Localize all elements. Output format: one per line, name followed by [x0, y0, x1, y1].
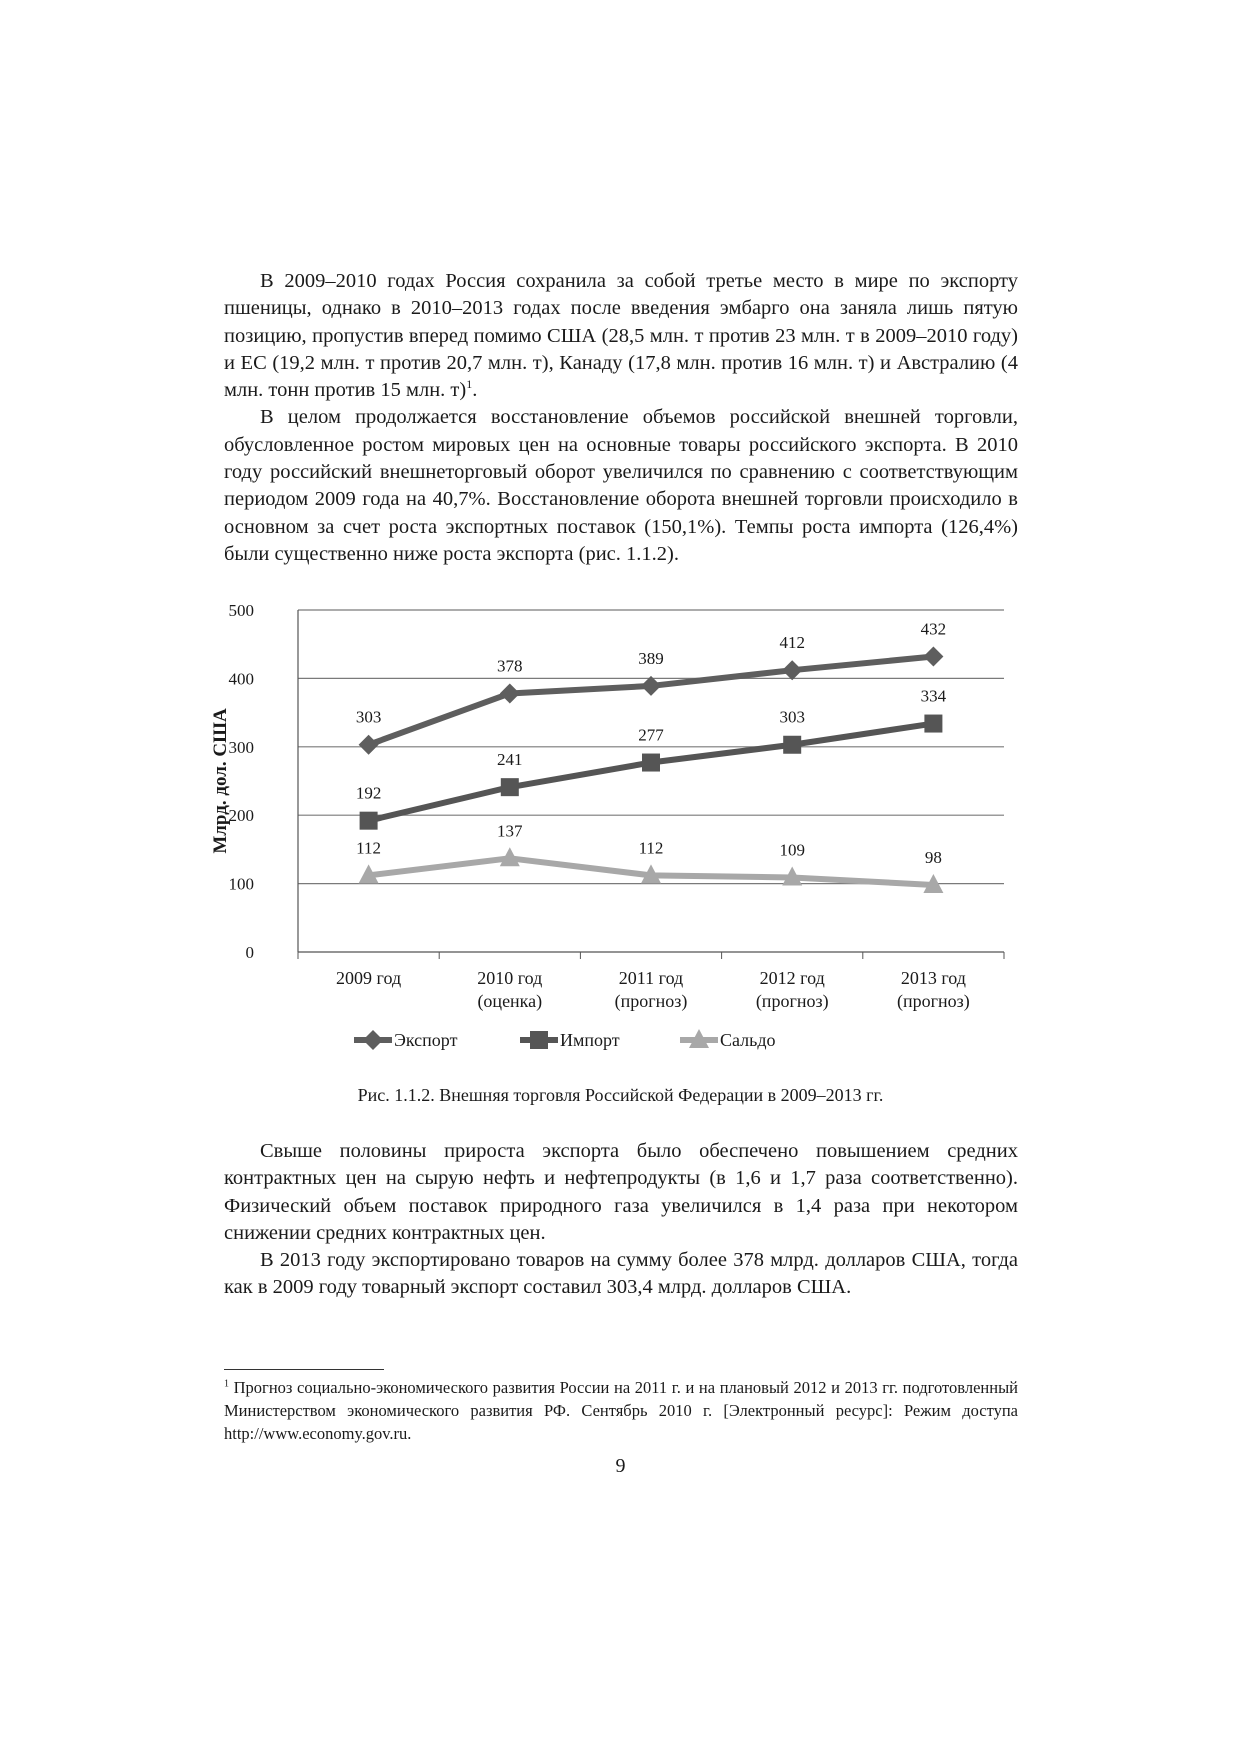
legend-marker: [530, 1031, 548, 1049]
data-label: 378: [497, 656, 523, 676]
y-axis-title: Млрд. дол. США: [210, 708, 231, 854]
data-label: 412: [779, 633, 805, 653]
y-tick-label: 300: [228, 737, 254, 757]
x-tick-label: 2011 год: [618, 968, 684, 988]
body-text-top: [224, 268, 1018, 568]
paragraph: Свыше половины прироста экспорта было обеспечено повышением средних контрактных цен на сырую нефть и нефтепродукты (в 1,6 и 1,7 раза соответственно). Физический объем поставок природного газа увеличился в 1,4 раза при некотором снижении средних контрактных цен.: [224, 1140, 1018, 1244]
x-tick-label: 2009 год: [336, 968, 402, 988]
body-text-bottom: [224, 1138, 1018, 1302]
data-point-diamond: [923, 647, 943, 667]
data-point-diamond: [500, 683, 520, 703]
data-point-diamond: [782, 660, 802, 680]
x-tick-label: (прогноз): [755, 991, 829, 1011]
page-number: 9: [615, 1455, 626, 1477]
y-tick-label: 200: [228, 806, 254, 826]
data-label: 112: [638, 838, 664, 858]
data-label: 303: [779, 707, 805, 727]
data-point-square: [783, 736, 801, 754]
footnote-ref[interactable]: 1: [466, 377, 473, 392]
paragraph: В 2013 году экспортировано товаров на сумму более 378 млрд. долларов США, тогда как в 2009 году товарный экспорт составил 303,4 млрд. долларов США.: [224, 1249, 1018, 1299]
data-label: 334: [920, 686, 947, 706]
data-label: 109: [779, 840, 805, 860]
legend-label: Сальдо: [720, 1030, 776, 1050]
y-tick-label: 100: [228, 874, 254, 894]
y-tick-label: 400: [228, 669, 254, 689]
x-tick-label: (прогноз): [614, 991, 688, 1011]
x-tick-label: 2012 год: [759, 968, 825, 988]
data-label: 241: [497, 750, 523, 770]
data-point-square: [360, 812, 378, 830]
y-tick-label: 500: [228, 601, 254, 620]
footnote-marker: 1: [224, 1378, 229, 1390]
data-label: 192: [355, 783, 382, 803]
y-tick-label: 0: [245, 943, 254, 962]
x-tick-label: 2013 год: [900, 968, 966, 988]
data-point-square: [501, 778, 519, 796]
trade-chart: [200, 590, 1040, 1070]
x-tick-label: 2010 год: [477, 968, 543, 988]
data-label: 277: [638, 725, 664, 745]
paragraph: В целом продолжается восстановление объемов российской внешней торговли, обусловленное ростом мировых цен на основные товары российского экспорта. В 2010 году российский внешнеторговый оборот увеличился по сравнению с соответствующим периодом 2009 года на 40,7%. Восстановление оборота внешней торговли происходило в основном за счет роста экспортных поставок (150,1%). Темпы роста импорта (126,4%) были существенно ниже роста экспорта (рис. 1.1.2).: [224, 406, 1018, 565]
paragraph: В 2009–2010 годах Россия сохранила за собой третье место в мире по экспорту пшеницы, однако в 2010–2013 годах после введения эмбарго она заняла лишь пятую позицию, пропустив вперед помимо США (28,5 млн. т против 23 млн. т в 2009–2010 году) и ЕС (19,2 млн. т против 20,7 млн. т), Канаду (17,8 млн. против 16 млн. т) и Австралию (4 млн. тонн против 15 млн. т)$^1$.: [224, 270, 1018, 402]
data-label: 303: [355, 707, 382, 727]
x-tick-label: (оценка): [477, 991, 543, 1011]
footnote-divider: [224, 1369, 384, 1370]
data-label: 432: [920, 619, 947, 639]
data-label: 98: [924, 847, 942, 867]
data-point-diamond: [359, 735, 379, 755]
legend-label: Импорт: [560, 1030, 620, 1050]
legend-label: Экспорт: [394, 1030, 458, 1050]
footnote-text: Прогноз социально-экономического развития России на 2011 г. и на плановый 2012 и 2013 гг. подготовленный Министерством экономического развития РФ. Сентябрь 2010 г. [Электронный ресурс]: Режим доступа http://www.economy.gov.ru.: [224, 1378, 1019, 1443]
data-point-square: [642, 754, 660, 772]
figure-caption: Рис. 1.1.2. Внешняя торговля Российской Федерации в 2009–2013 гг.: [357, 1085, 884, 1105]
data-label: 389: [638, 648, 664, 668]
x-tick-label: (прогноз): [897, 991, 970, 1011]
data-label: 137: [497, 821, 523, 841]
footnote: [224, 1376, 1018, 1445]
legend-marker: [363, 1030, 383, 1050]
data-point-square: [924, 715, 942, 733]
data-label: 112: [356, 838, 382, 858]
